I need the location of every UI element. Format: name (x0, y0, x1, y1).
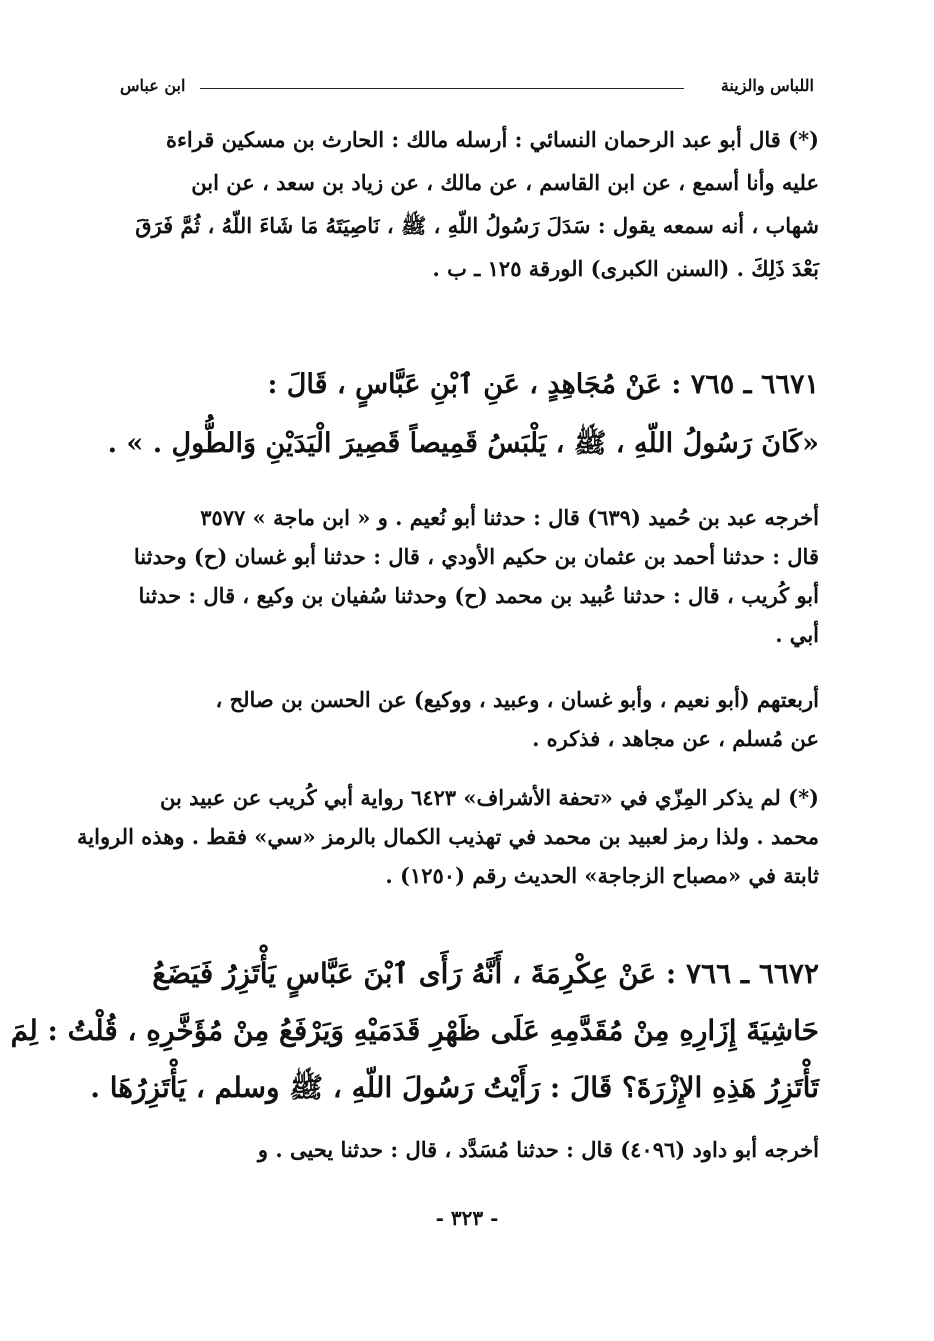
hadith-6672 (10, 945, 819, 1116)
text-line: «كَانَ رَسُولُ اللّهِ ، ﷺ ، يَلْبَسُ قَمِيصاً قَصِيرَ الْيَدَيْنِ وَالطُّولِ . » . (107, 428, 819, 459)
takhrij-paragraph-1 (118, 498, 819, 654)
text-line: عليه وأنا أسمع ، عن ابن القاسم ، عن مالك ، عن زياد بن سعد ، عن ابن (191, 170, 819, 195)
header-rule (200, 88, 684, 89)
text-line: شهاب ، أنه سمعه يقول : سَدَلَ رَسُولُ اللّهِ ، ﷺ ، نَاصِيَتَهُ مَا شَاءَ اللّهُ ، ثُمَّ فَرَقَ (135, 213, 819, 238)
takhrij-paragraph-2 (118, 680, 819, 758)
page-number: - ٣٢٣ - (435, 1206, 499, 1230)
text-line: (*) قال أبو عبد الرحمان النسائي : أرسله مالك : الحارث بن مسكين قراءة (165, 127, 819, 152)
text-line: حَاشِيَةَ إِزَارِهِ مِنْ مُقَدَّمِهِ عَلَى ظَهْرِ قَدَمَيْهِ وَيَرْفَعُ مِنْ مُؤَخَّرِهِ ، قُلْتُ : لِمَ (10, 1014, 819, 1047)
chapter-title: اللباس والزينة (720, 76, 814, 95)
text-line: أخرجه أبو داود (٤٠٩٦) قال : حدثنا مُسَدَّد ، قال : حدثنا يحيى . و (257, 1137, 819, 1162)
text-line: (*) لم يذكر المِزّي في «تحفة الأشراف» ٦٤٢٣ رواية أبي كُريب عن عبيد بن (160, 785, 819, 810)
hadith-6671 (107, 355, 819, 473)
footnote-paragraph-2 (77, 778, 819, 895)
text-line: قال : حدثنا أحمد بن عثمان بن حكيم الأودي ، قال : حدثنا أبو غسان (ح) وحدثنا (133, 544, 819, 569)
text-line: بَعْدَ ذَلِكَ . (السنن الكبرى) الورقة ١٢٥ ـ ب . (432, 256, 819, 281)
takhrij-paragraph-3 (118, 1130, 819, 1169)
text-line: محمد . ولذا رمز لعبيد بن محمد في تهذيب الكمال بالرمز «سي» فقط . وهذه الرواية (77, 824, 819, 849)
text-line: أخرجه عبد بن حُميد (٦٣٩) قال : حدثنا أبو نُعيم . و « ابن ماجة » ٣٥٧٧ (200, 505, 819, 530)
text-line: ٦٦٧٢ ـ ٧٦٦ : عَنْ عِكْرِمَةَ ، أَنَّهُ رَأَى ٱبْنَ عَبَّاسٍ يَأْتَزِرُ فَيَضَعُ (152, 957, 819, 990)
text-line: ثابتة في «مصباح الزجاجة» الحديث رقم (١٢٥٠) . (385, 863, 819, 888)
text-line: ٦٦٧١ ـ ٧٦٥ : عَنْ مُجَاهِدٍ ، عَنِ ٱبْنِ عَبَّاسٍ ، قَالَ : (267, 369, 819, 400)
text-line: أربعتهم (أبو نعيم ، وأبو غسان ، وعبيد ، ووكيع) عن الحسن بن صالح ، (215, 687, 819, 712)
text-line: عن مُسلم ، عن مجاهد ، فذكره . (532, 726, 819, 751)
footnote-paragraph-1 (118, 118, 819, 290)
text-line: أبي . (775, 622, 819, 647)
section-title: ابن عباس (120, 76, 186, 95)
text-line: تَأْتَزِرُ هَذِهِ الإِزْرَةَ؟ قَالَ : رَأَيْتُ رَسُولَ اللّهِ ، ﷺ وسلم ، يَأْتَزِرُهَا . (90, 1071, 819, 1104)
running-header (120, 70, 814, 100)
text-line: أبو كُريب ، قال : حدثنا عُبيد بن محمد (ح) وحدثنا سُفيان بن وكيع ، قال : حدثنا (138, 583, 819, 608)
